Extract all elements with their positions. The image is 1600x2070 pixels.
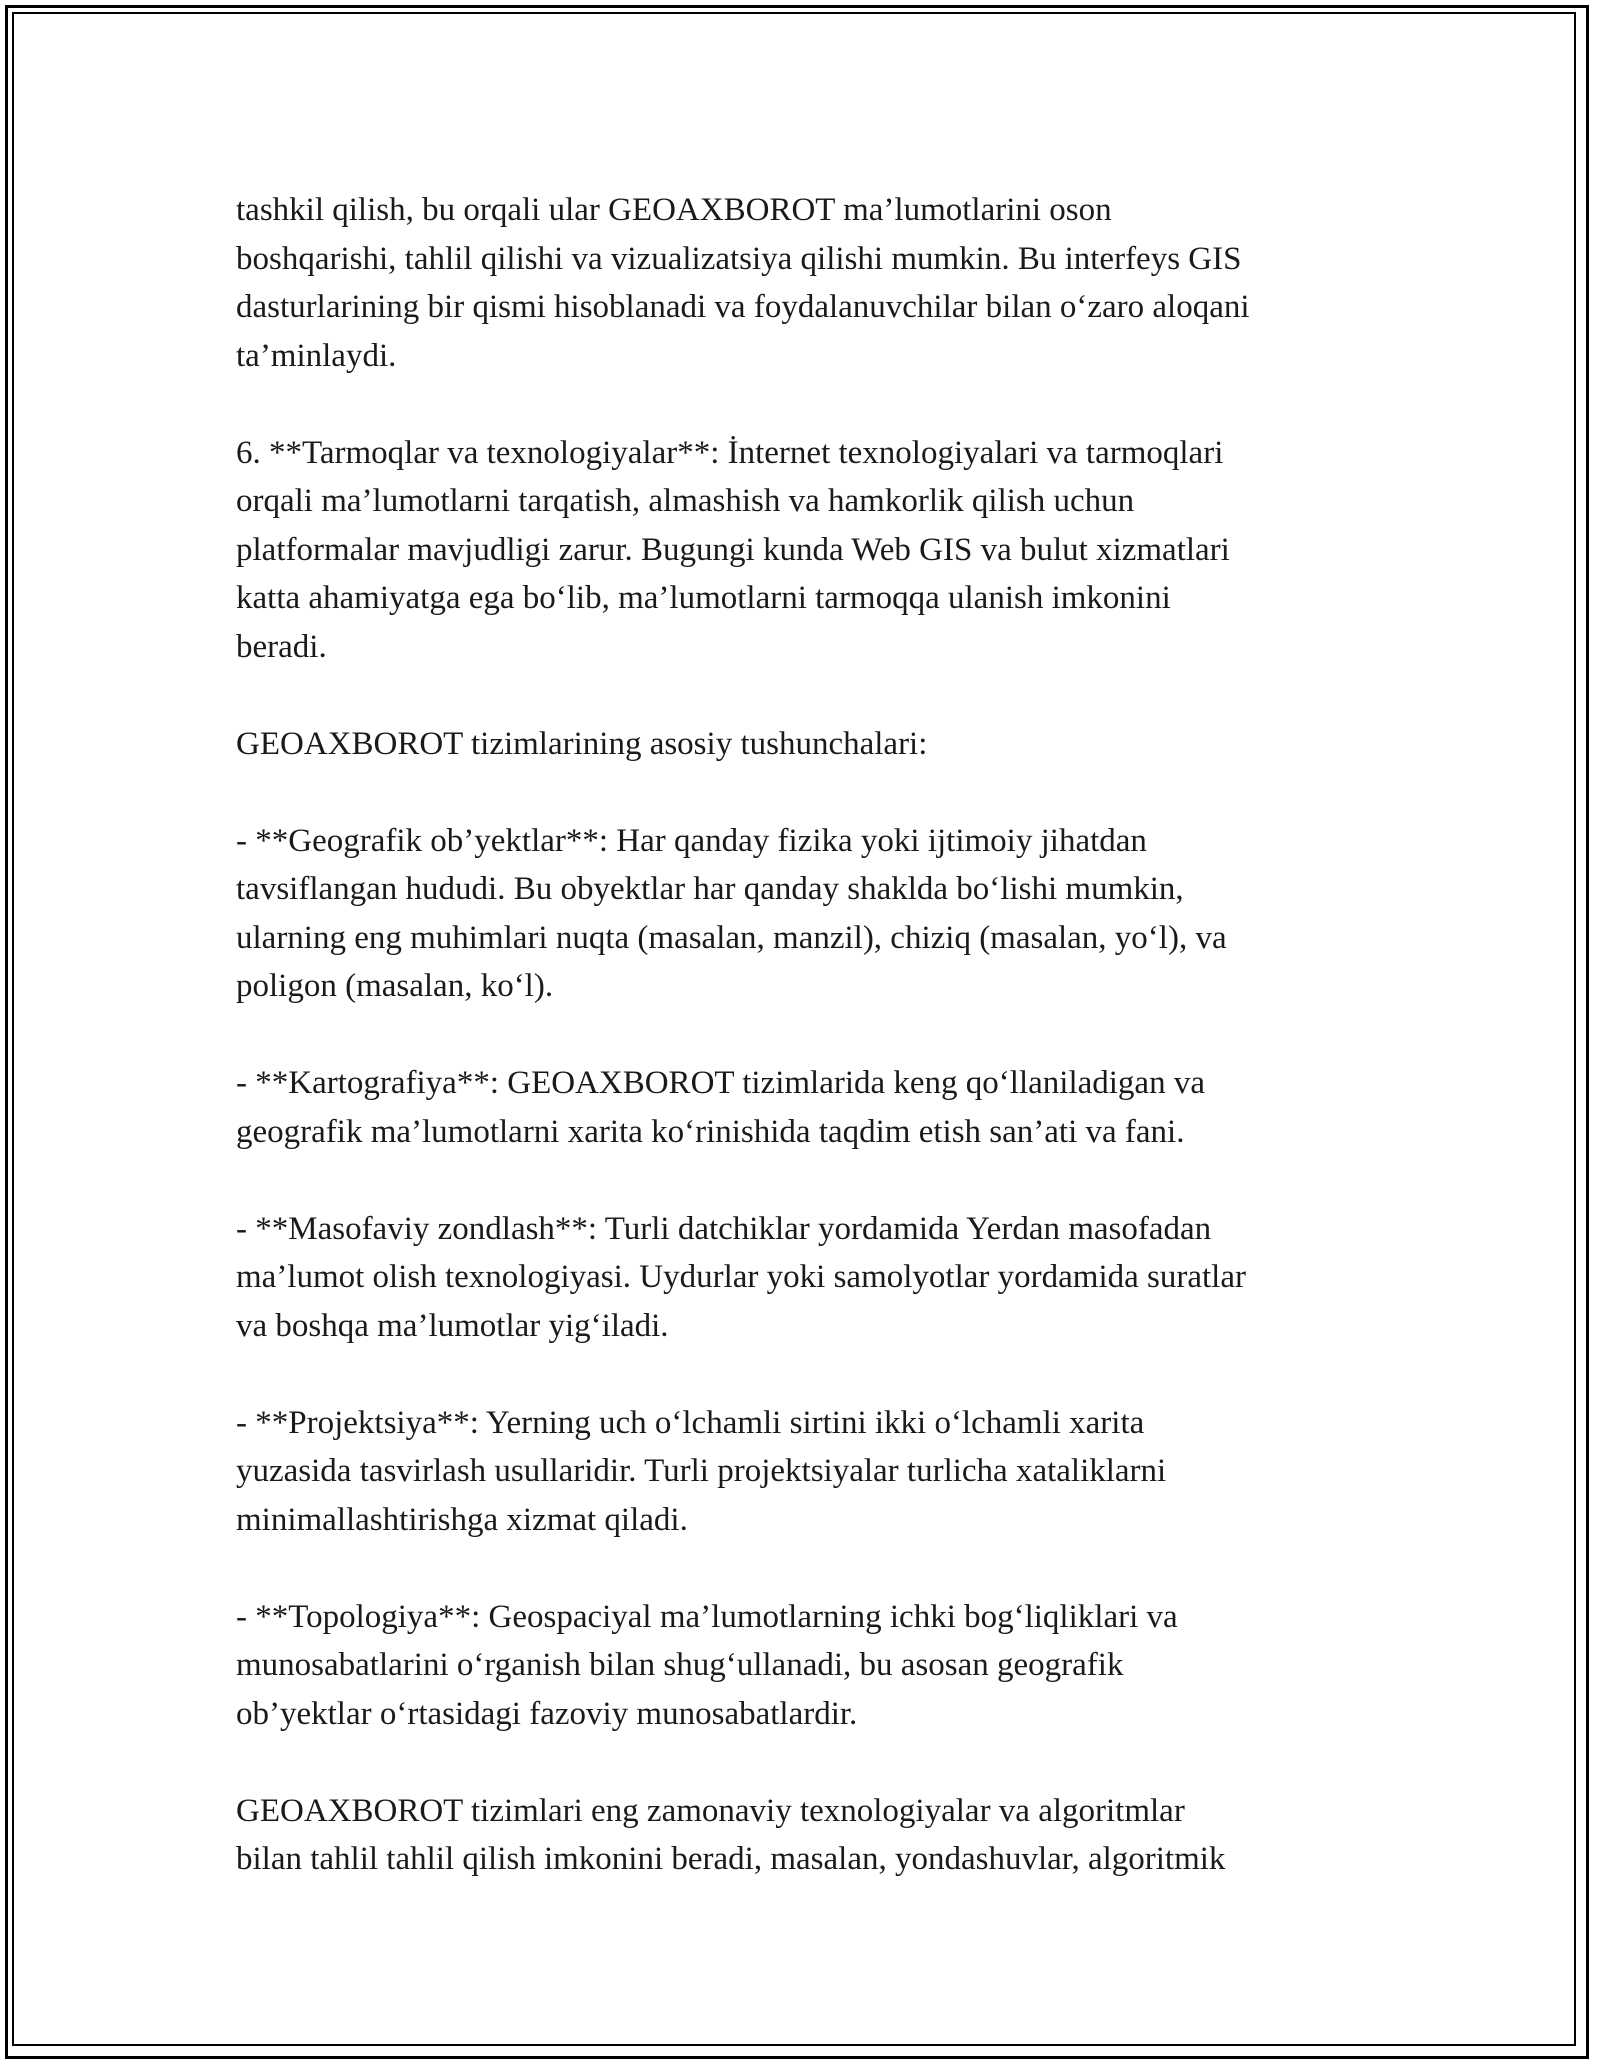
- text-line: - **Projektsiya**: Yerning uch o‘lchamli sirtini ikki o‘lchamli xarita: [236, 1404, 1145, 1441]
- paragraph-interface-continuation: [236, 186, 1416, 380]
- paragraph-core-concepts-heading: [236, 720, 1416, 769]
- text-line: beradi.: [236, 628, 327, 665]
- text-line: ta’minlaydi.: [236, 337, 397, 374]
- document-body: [236, 186, 1416, 1884]
- text-line: katta ahamiyatga ega bo‘lib, ma’lumotlarni tarmoqqa ulanish imkonini: [236, 580, 1171, 616]
- text-line: tavsiflangan hududi. Bu obyektlar har qanday shaklda bo‘lishi mumkin,: [236, 871, 1184, 907]
- paragraph-networks-technologies: [236, 429, 1416, 672]
- text-line: - **Kartografiya**: GEOAXBOROT tizimlarida keng qo‘llaniladigan va: [236, 1065, 1205, 1101]
- text-line: munosabatlarini o‘rganish bilan shug‘ullanadi, bu asosan geografik: [236, 1647, 1124, 1683]
- paragraph-geographic-objects: [236, 817, 1416, 1011]
- text-line: bilan tahlil tahlil qilish imkonini beradi, masalan, yondashuvlar, algoritmik: [236, 1841, 1226, 1877]
- text-line: GEOAXBOROT tizimlari eng zamonaviy texnologiyalar va algoritmlar: [236, 1792, 1185, 1829]
- text-line: ularning eng muhimlari nuqta (masalan, manzil), chiziq (masalan, yo‘l), va: [236, 919, 1227, 956]
- text-line: GEOAXBOROT tizimlarining asosiy tushunchalari:: [236, 725, 928, 762]
- paragraph-cartography: [236, 1059, 1416, 1156]
- text-line: ob’yektlar o‘rtasidagi fazoviy munosabatlardir.: [236, 1695, 858, 1732]
- text-line: orqali ma’lumotlarni tarqatish, almashish va hamkorlik qilish uchun: [236, 483, 1135, 519]
- paragraph-projection: [236, 1399, 1416, 1545]
- text-line: - **Geografik ob’yektlar**: Har qanday fizika yoki ijtimoiy jihatdan: [236, 822, 1147, 859]
- text-line: va boshqa ma’lumotlar yig‘iladi.: [236, 1307, 669, 1344]
- paragraph-closing: [236, 1787, 1416, 1884]
- text-line: platformalar mavjudligi zarur. Bugungi kunda Web GIS va bulut xizmatlari: [236, 531, 1230, 568]
- text-line: yuzasida tasvirlash usullaridir. Turli projektsiyalar turlicha xataliklarni: [236, 1453, 1167, 1489]
- text-line: boshqarishi, tahlil qilishi va vizualizatsiya qilishi mumkin. Bu interfeys GIS: [236, 240, 1242, 277]
- paragraph-remote-sensing: [236, 1205, 1416, 1351]
- text-line: 6. **Tarmoqlar va texnologiyalar**: İnternet texnologiyalari va tarmoqlari: [236, 434, 1224, 471]
- paragraph-topology: [236, 1593, 1416, 1739]
- text-line: - **Topologiya**: Geospaciyal ma’lumotlarning ichki bog‘liqliklari va: [236, 1598, 1178, 1635]
- text-line: poligon (masalan, ko‘l).: [236, 968, 554, 1004]
- text-line: minimallashtirishga xizmat qiladi.: [236, 1501, 688, 1538]
- text-line: tashkil qilish, bu orqali ular GEOAXBOROT ma’lumotlarini oson: [236, 192, 1112, 228]
- text-line: geografik ma’lumotlarni xarita ko‘rinishida taqdim etish san’ati va fani.: [236, 1113, 1185, 1150]
- text-line: dasturlarining bir qismi hisoblanadi va foydalanuvchilar bilan o‘zaro aloqani: [236, 289, 1250, 325]
- text-line: - **Masofaviy zondlash**: Turli datchiklar yordamida Yerdan masofadan: [236, 1210, 1212, 1247]
- text-line: ma’lumot olish texnologiyasi. Uydurlar yoki samolyotlar yordamida suratlar: [236, 1259, 1246, 1295]
